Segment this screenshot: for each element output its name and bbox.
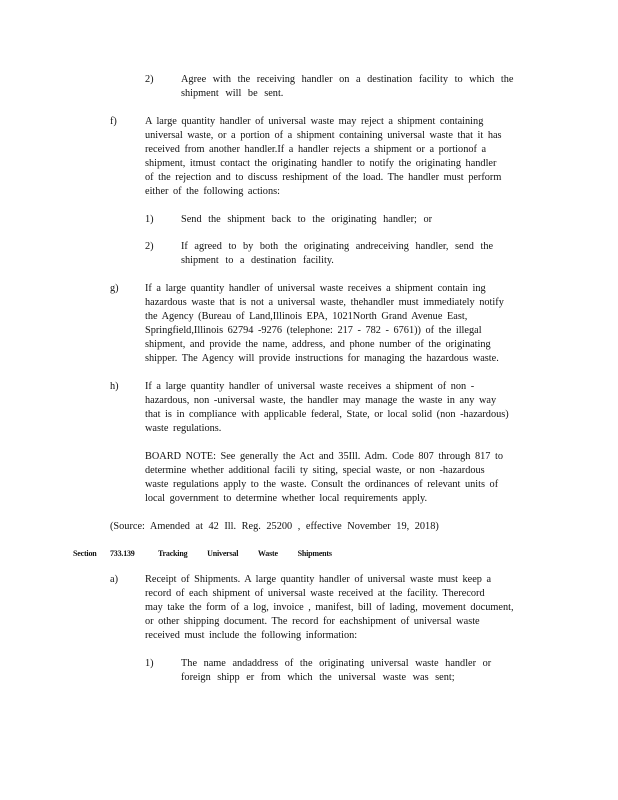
a-item-1-text: The name andaddress of the originating universal waste handler or foreign shipp er from which the universal waste was sent;: [181, 658, 492, 683]
subsection-h-text: If a large quantity handler of universal waste receives a shipment of non - hazardous, non -universal waste, the handler may manage the waste in any way that is in compliance with applicable federal, State, or local solid (non -hazardous) waste regulations.: [145, 381, 509, 434]
top-item-text: Agree with the receiving handler on a destination facility to which the shipment will be sent.: [181, 74, 514, 99]
subsection-label-h: h): [110, 381, 119, 392]
f-item-2-text: If agreed to by both the originating andreceiving handler, send the shipment to a destination facility.: [181, 241, 494, 266]
item-label: 2): [145, 74, 154, 85]
section-title: Tracking Universal Waste Shipments: [158, 549, 332, 558]
section-label: Section: [73, 549, 97, 558]
subsection-label-g: g): [110, 283, 119, 294]
subsection-f-text: A large quantity handler of universal waste may reject a shipment containing universal waste, or a portion of a shipment containing universal waste that it has received from another handler.If a handler rejects a shipment or a portionof a shipment, itmust contact the originating handler to notify the originating handler of the rejection and to discuss reshipment of the load. The handler must perform either of the following actions:: [145, 116, 502, 197]
subsection-g-text: If a large quantity handler of universal waste receives a shipment contain ing hazardous waste that is not a universal waste, thehandler must immediately notify the Agency (Bureau of Land,Illinois EPA, 1021North Grand Avenue East, Springfield,Illinois 62794 -9276 (telephone: 217 - 782 - 6761)) of the illegal shipment, and provide the name, address, and phone number of the originating shipper. The Agency will provide instructions for managing the hazardous waste.: [145, 283, 504, 364]
subsection-label-a: a): [110, 574, 118, 585]
item-label: 2): [145, 241, 154, 252]
f-item-1-text: Send the shipment back to the originating handler; or: [181, 214, 433, 225]
subsection-a-text: Receipt of Shipments. A large quantity handler of universal waste must keep a record of each shipment of universal waste received at the facility. Therecord may take the form of a log, invoice , manifest, bill of lading, movement document, or other shipping document. The record for eachshipment of universal waste received must include the following information:: [145, 574, 514, 641]
item-label: 1): [145, 214, 154, 225]
section-number: 733.139: [110, 549, 135, 558]
item-label: 1): [145, 658, 154, 669]
source-note: (Source: Amended at 42 Ill. Reg. 25200 , effective November 19, 2018): [110, 521, 439, 532]
board-note: BOARD NOTE: See generally the Act and 35Ill. Adm. Code 807 through 817 to determine whether additional facili ty siting, special waste, or non -hazardous waste regulations apply to the waste. Consult the ordinances of relevant units of local government to determine whether local requirements apply.: [145, 451, 504, 504]
subsection-label-f: f): [110, 116, 117, 127]
